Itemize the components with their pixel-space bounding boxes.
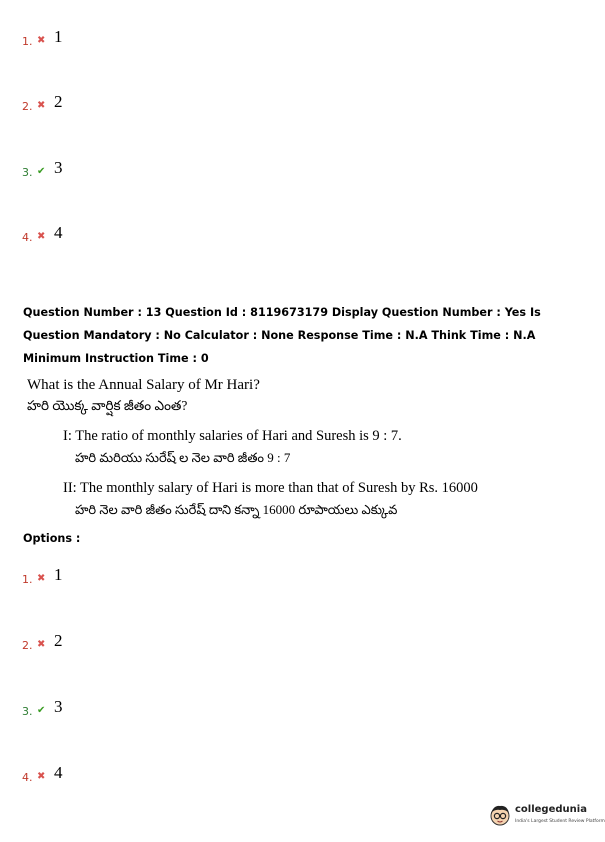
option-value: 4 — [54, 223, 63, 242]
option-number: 4. — [22, 771, 33, 784]
statement-2-english: II: The monthly salary of Hari is more than that of Suresh by Rs. 16000 — [63, 480, 478, 496]
check-mark-icon: ✔ — [37, 705, 46, 716]
cross-mark-icon: ✖ — [37, 771, 46, 782]
option-number: 3. — [22, 166, 33, 179]
question-text-english: What is the Annual Salary of Mr Hari? — [27, 377, 260, 393]
option-number: 1. — [22, 35, 33, 48]
question-text-telugu: హరి యొక్క వార్షిక జీతం ఎంత? — [27, 398, 188, 413]
brand-name: collegedunia — [515, 804, 587, 815]
option-value: 2 — [54, 631, 63, 650]
option-value: 3 — [54, 697, 63, 716]
option-value: 1 — [54, 565, 63, 584]
cross-mark-icon: ✖ — [37, 35, 46, 46]
option-value: 2 — [54, 92, 63, 111]
option-number: 2. — [22, 100, 33, 113]
collegedunia-logo — [488, 801, 605, 831]
mascot-face-icon — [488, 803, 512, 827]
statement-1-english: I: The ratio of monthly salaries of Hari and Suresh is 9 : 7. — [63, 428, 402, 444]
cross-mark-icon: ✖ — [37, 100, 46, 111]
option-value: 4 — [54, 763, 63, 782]
statement-2-telugu: హరి నెల వారి జీతం సురేష్ దాని కన్నా 16000 రూపాయలు ఎక్కువ — [75, 502, 398, 517]
question-metadata: Question Number : 13 Question Id : 8119673179 Display Question Number : Yes Is Question Mandatory : No Calculator : None Response Time : N.A Think Time : N.A Minimum Instruction Time : 0 — [23, 306, 541, 365]
brand-tagline: India's Largest Student Review Platform — [515, 819, 605, 824]
cross-mark-icon: ✖ — [37, 231, 46, 242]
option-number: 1. — [22, 573, 33, 586]
cross-mark-icon: ✖ — [37, 639, 46, 650]
check-mark-icon: ✔ — [37, 166, 46, 177]
option-number: 3. — [22, 705, 33, 718]
option-number: 4. — [22, 231, 33, 244]
option-number: 2. — [22, 639, 33, 652]
option-value: 3 — [54, 158, 63, 177]
options-label: Options : — [23, 532, 81, 545]
cross-mark-icon: ✖ — [37, 573, 46, 584]
statement-1-telugu: హరి మరియు సురేష్ ల నెల వారి జీతం 9 : 7 — [75, 450, 291, 465]
option-value: 1 — [54, 27, 63, 46]
